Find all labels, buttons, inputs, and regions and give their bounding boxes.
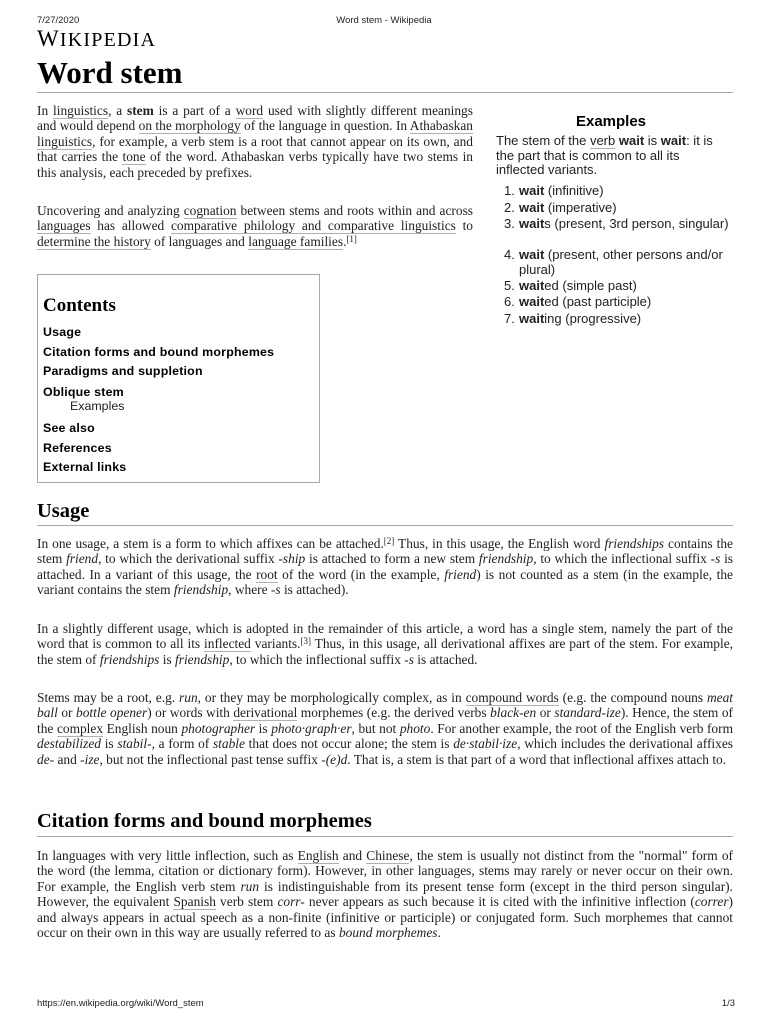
usage-paragraph-1: In one usage, a stem is a form to which affixes can be attached.[2] Thus, in this usage, the English word friendships contains the stem friend, to which the derivational suffix -ship is attached to form a new stem friendship, to which the inflectional suffix -s is attached. In a variant of this usage, the root of the word (in the example, friend) is not counted as a stem (in the example, the variant contains the stem friendship, where -s is attached). [37,536,734,598]
print-date: 7/27/2020 [37,15,80,26]
intro-paragraph-2: Uncovering and analyzing cognation between stems and roots within and across languages has allowed comparative philology and comparative linguistics to determine the history of languages and language families.[1] [37,203,474,249]
toc-item-paradigms[interactable]: Paradigms and suppletion [43,364,203,378]
link-linguistics[interactable]: linguistics [53,103,109,118]
wordmark-rest: IKIPEDIA [59,29,157,51]
usage-divider [37,525,733,526]
link-chinese[interactable]: Chinese [366,848,410,863]
link-athabaskan[interactable]: Athabaskan linguistics [37,118,473,149]
citation-paragraph-1: In languages with very little inflection, such as English and Chinese, the stem is usually not distinct from the "normal" form of the word (the lemma, citation or dictionary form). However, in other languages, stems may rarely or never occur on their own. For example, the English verb stem run is indistinguishable from its present tense form (except in the third person singular). However, the equivalent Spanish verb stem corr- never appears as such because it is cited with the infinitive inflection (correr) and always appears in actual speech as a non-finite (infinitive or participle) or conjugated form. Such morphemes that cannot occur on their own in this way are usually referred to as bound morphemes. [37,848,734,941]
wordmark-initial: W [37,26,60,51]
toc-item-see-also[interactable]: See also [43,421,95,435]
link-complex[interactable]: complex [56,720,104,736]
link-inflected[interactable]: inflected [204,636,251,652]
section-heading-usage: Usage [37,500,90,522]
link-language-families[interactable]: language families [248,233,344,249]
print-page-number: 1/3 [721,998,735,1009]
print-title: Word stem - Wikipedia [336,15,432,26]
ref-3[interactable]: [3] [300,636,311,647]
link-cognation[interactable]: cognation [183,203,237,218]
link-derivational[interactable]: derivational [233,705,298,721]
link-languages[interactable]: languages [37,218,91,234]
print-url: https://en.wikipedia.org/wiki/Word_stem [37,998,204,1009]
page-title: Word stem [37,55,183,90]
link-comparative-philology[interactable]: comparative philology and comparative linguistics [170,218,456,234]
link-root[interactable]: root [256,566,278,582]
infobox-intro: The stem of the verb wait is wait: it is the part that is common to all its inflected variants. [496,133,713,177]
ref-2[interactable]: [2] [383,536,395,546]
citation-divider [37,836,733,837]
link-word[interactable]: word [235,103,264,118]
link-compound-words[interactable]: compound words [465,690,559,705]
link-morphology[interactable]: on the morphology [138,118,241,134]
ref-1[interactable]: [1] [346,233,357,244]
section-heading-citation-forms: Citation forms and bound morphemes [37,810,372,832]
usage-paragraph-3: Stems may be a root, e.g. run, or they may be morphologically complex, as in compound words (e.g. the compound nouns meat ball or bottle opener) or words with derivational morphemes (e.g. the derived verbs black-en or standard-ize). Hence, the stem of the complex English noun photographer is photo·graph·er, but not photo. For another example, the root of the English verb form destabilized is stabil-, a form of stable that does not occur alone; the stem is de·stabil·ize, which includes the derivational affixes de- and -ize, but not the inflectional past tense suffix -(e)d. That is, a stem is that part of a word that inflectional affixes attach to. [37,690,733,767]
table-of-contents [37,274,320,483]
link-tone[interactable]: tone [122,149,146,165]
infobox-title: Examples [575,113,647,130]
intro-paragraph-1: In linguistics, a stem is a part of a word used with slightly different meanings and would depend on the morphology of the language in question. In Athabaskan linguistics, for example, a verb stem is a root that cannot appear on its own, and that carries the tone of the word. Athabaskan verbs typically have two stems in this analysis, each preceded by prefixes. [37,103,473,180]
usage-paragraph-2: In a slightly different usage, which is adopted in the remainder of this article, a word has a single stem, namely the part of the word that is common to all its inflected variants.[3] Thus, in this usage, all derivational affixes are part of the stem. For example, the stem of friendships is friendship, to which the inflectional suffix -s is attached. [37,621,733,667]
toc-subitem-examples[interactable]: Examples [70,399,125,413]
toc-item-citation-forms[interactable]: Citation forms and bound morphemes [43,345,275,359]
toc-item-usage[interactable]: Usage [43,325,82,339]
wikipedia-wordmark[interactable] [37,26,156,52]
toc-title: Contents [43,295,116,316]
toc-item-external-links[interactable]: External links [43,460,127,474]
link-verb[interactable]: verb [589,133,616,148]
link-determine-history[interactable]: determine the history [37,233,151,249]
toc-item-references[interactable]: References [43,441,112,455]
title-divider [37,92,733,93]
link-spanish[interactable]: Spanish [173,894,216,910]
link-english[interactable]: English [297,848,339,863]
toc-item-oblique-stem[interactable]: Oblique stem [43,385,124,399]
